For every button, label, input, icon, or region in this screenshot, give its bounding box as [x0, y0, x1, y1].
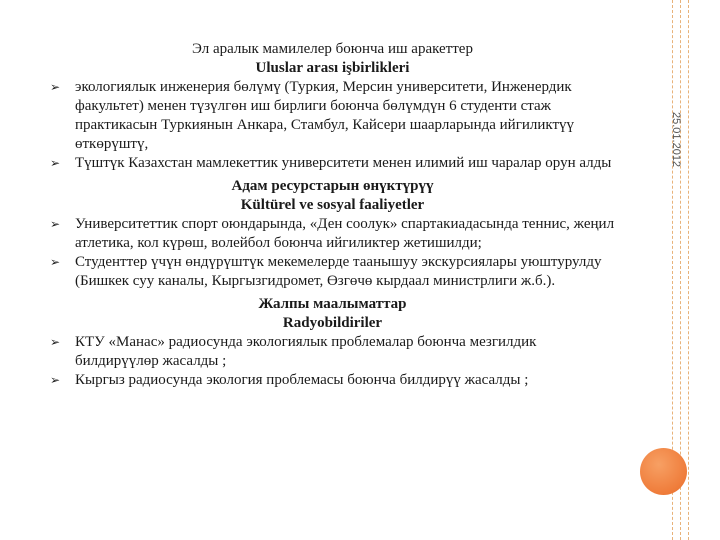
bullet-arrow-icon: ➢ [50, 80, 61, 94]
bullet-item [50, 333, 615, 371]
section-subheading: Radyobildiriler [282, 315, 383, 331]
bullet-arrow-icon: ➢ [50, 373, 61, 387]
section-heading: Жалпы маалыматтар [258, 296, 407, 312]
frame-line [688, 0, 689, 540]
bullet-arrow-icon: ➢ [50, 217, 61, 231]
bullet-text: Студенттер үчүн өндүрүштүк мекемелерде таанышуу экскурсиялары уюштурулду (Бишкек суу каналы, Кыргызгидромет, Өзгөчө кырдаал министрлиги ж.б.). [75, 254, 602, 289]
bullet-arrow-icon: ➢ [50, 335, 61, 349]
slide-date: 25.01.2012 [670, 112, 682, 168]
bullet-arrow-icon: ➢ [50, 156, 61, 170]
bullet-arrow-icon: ➢ [50, 255, 61, 269]
bullet-item [50, 154, 615, 173]
bullet-text: КТУ «Манас» радиосунда экологиялык проблемалар боюнча мезгилдик билдирүүлөр жасалды ; [75, 334, 537, 369]
section-subheading: Kültürel ve sosyal faaliyetler [240, 197, 425, 213]
bullet-text: Түштүк Казахстан мамлекеттик университети менен илимий иш чаралар орун алды [75, 155, 612, 171]
section-heading: Адам ресурстарын өнүктүрүү [231, 178, 434, 194]
bullet-text: Кыргыз радиосунда экология проблемасы боюнча билдирүү жасалды ; [75, 372, 529, 388]
decorative-circle [640, 448, 687, 495]
slide-content [50, 40, 615, 390]
section-subheading: Uluslar arası işbirlikleri [255, 60, 410, 76]
bullet-text: Университеттик спорт оюндарында, «Ден соолук» спартакиадасында теннис, жеңил атлетика, кол күрөш, волейбол боюнча ийгиликтер жетишилди; [75, 216, 615, 251]
bullet-text: экологиялык инженерия бөлүмү (Туркия, Мерсин университети, Инженердик факультет) менен түзүлгөн иш бирлиги боюнча бөлүмдүн 6 студенти стаж практикасын Туркиянын Анкара, Стамбул, Кайсери шаарларында ийгиликтүү өткөрүштү, [75, 79, 575, 152]
bullet-item [50, 253, 615, 291]
bullet-item [50, 215, 615, 253]
bullet-item [50, 78, 615, 154]
section-heading: Эл аралык мамилелер боюнча иш аракеттер [192, 41, 473, 57]
bullet-item [50, 371, 615, 390]
